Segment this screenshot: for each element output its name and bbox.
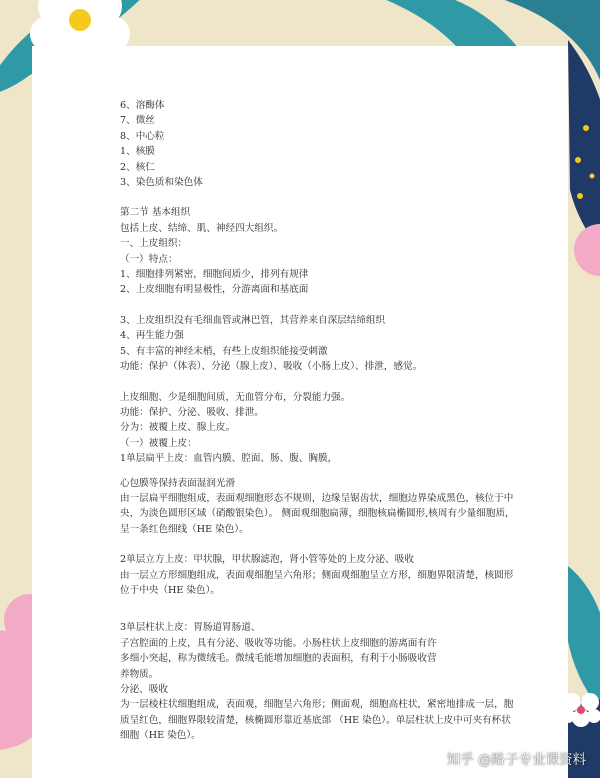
text-line: 3、染色质和染色体 [120, 177, 203, 189]
text-line: （一）特点： [120, 253, 178, 265]
text-line: 5、有丰富的神经末梢，有些上皮组织能接受刺激 [120, 345, 328, 357]
paragraph: 为一层棱柱状细胞组成，表面观，细胞呈六角形；侧面观，细胞高柱状，紧密地排成一层，胞质呈红色，细胞界限较清楚，核椭圆形靠近基底部 （HE 染色）。单层柱状上皮中可夹有杯状细胞（HE 染色）。 [120, 699, 514, 742]
text-line: 多细小突起，称为微绒毛。微绒毛能增加细胞的表面积，有利于小肠吸收营 [120, 653, 437, 665]
text-line: 分泌、吸收 [120, 684, 168, 695]
section-heading: 第二节 基本组织 [120, 207, 191, 219]
text-line: 养物质。 [120, 668, 159, 680]
text-line: 2、核仁 [120, 161, 155, 173]
text-line: 分为：被覆上皮、腺上皮。 [120, 422, 236, 434]
paragraph: 由一层扁平细胞组成，表面观细胞形态不规则，边缘呈锯齿状，细胞边界染成黑色，核位于中央，为淡色圆形区域（硝酸银染色）。 侧面观细胞扁薄，细胞核扁椭圆形,核周有少量细胞质，呈一条红色细线（HE 染色）。 [120, 492, 515, 535]
document-text [120, 98, 520, 744]
text-line: 上皮细胞、少是细胞间质，无血管分布，分裂能力强。 [120, 391, 351, 403]
text-line: 2、上皮细胞有明显极性，分游离面和基底面 [120, 284, 309, 296]
text-line: 心包膜等保持表面湿润光滑 [120, 477, 236, 489]
text-line: 包括上皮、结缔、肌、神经四大组织。 [120, 222, 284, 234]
text-line: 一、上皮组织： [120, 238, 188, 250]
text-line: 3单层柱状上皮：胃肠道胃肠道、 [120, 622, 261, 634]
text-line: 6、溶酶体 [120, 100, 165, 111]
text-line: 子宫腔面的上皮，具有分泌、吸收等功能。小肠柱状上皮细胞的游离面有许 [120, 637, 437, 649]
text-line: 2单层立方上皮：甲状腺，甲状腺滤泡，肾小管等处的上皮分泌、吸收 [120, 554, 414, 566]
paragraph: 由一层立方形细胞组成，表面观细胞呈六角形；侧面观细胞呈立方形，细胞界限清楚，核圆形位于中央（HE 染色）。 [120, 569, 514, 596]
text-line: 3、上皮组织没有毛细血管或淋巴管，其营养来自深层结缔组织 [120, 314, 386, 326]
watermark: 知乎 @路子专业课资料 [446, 752, 586, 768]
text-line: 7、微丝 [120, 115, 155, 127]
text-line: 8、中心粒 [120, 130, 165, 142]
text-line: 1、细胞排列紧密，细胞间质少，排列有规律 [120, 269, 309, 281]
text-line: 功能：保护、分泌、吸收、排泄。 [120, 406, 264, 418]
text-line: 1单层扁平上皮：血管内膜、腔面、肠、腹、胸膜， [120, 453, 338, 465]
text-line: 功能：保护（体表）、分泌（腺上皮）、吸收（小肠上皮）、排泄，感觉。 [120, 361, 423, 373]
text-line: （一）被覆上皮： [120, 437, 197, 449]
text-line: 4、再生能力强 [120, 330, 184, 342]
text-line: 1、核膜 [120, 146, 155, 158]
